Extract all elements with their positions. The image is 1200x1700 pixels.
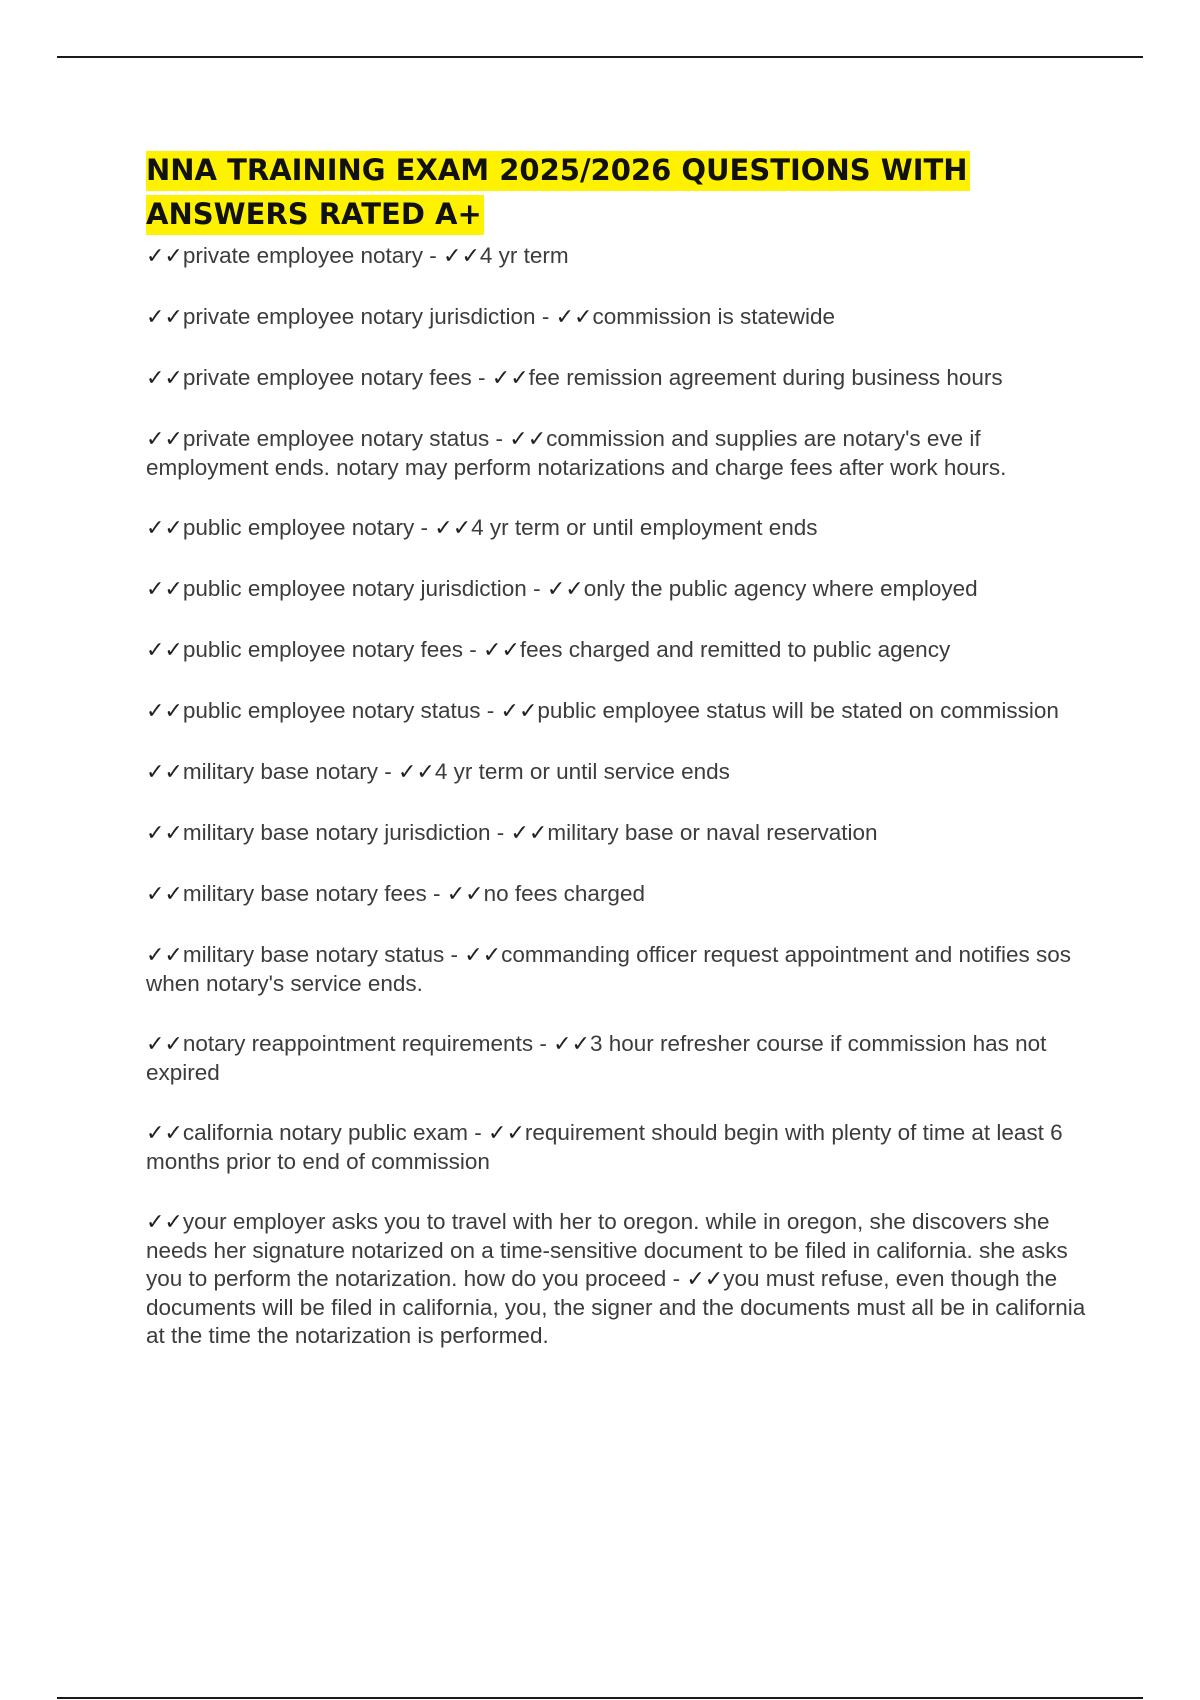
check-mark-icon: ✓✓ <box>146 882 183 907</box>
question-text: private employee notary jurisdiction <box>182 304 536 329</box>
check-mark-icon: ✓✓ <box>146 760 183 785</box>
separator: - <box>423 243 444 268</box>
question-text: military base notary <box>182 759 378 784</box>
answer-text: 4 yr term or until service ends <box>434 759 730 784</box>
separator: - <box>535 304 556 329</box>
answer-text: no fees charged <box>483 881 645 906</box>
title-highlight: NNA TRAINING EXAM 2025/2026 QUESTIONS WITH ANSWERS RATED A+ <box>146 151 970 235</box>
check-mark-icon: ✓✓ <box>686 1267 724 1292</box>
check-mark-icon: ✓✓ <box>146 516 183 541</box>
answer-text: 4 yr term <box>479 243 569 268</box>
question-text: private employee notary fees <box>182 365 472 390</box>
check-mark-icon: ✓✓ <box>146 427 183 452</box>
document-title <box>146 148 1096 236</box>
check-mark-icon: ✓✓ <box>509 427 547 452</box>
separator: - <box>426 881 447 906</box>
answer-text: you must refuse, even though the documents will be filed in california, you, the signer and the documents must all be in california at the time the notarization is performed. <box>146 1266 1086 1348</box>
separator: - <box>489 426 510 451</box>
answer-text: commission and supplies are notary's eve if employment ends. notary may perform notarizations and charge fees after work hours. <box>146 426 1007 480</box>
question-text: public employee notary <box>182 515 415 540</box>
qa-item <box>146 575 1096 604</box>
qa-item <box>146 364 1096 393</box>
check-mark-icon: ✓✓ <box>146 244 183 269</box>
separator: - <box>444 942 465 967</box>
header-rule <box>57 56 1143 58</box>
question-text: public employee notary status <box>182 698 481 723</box>
question-text: public employee notary fees <box>182 637 464 662</box>
separator: - <box>377 759 398 784</box>
qa-item <box>146 941 1096 998</box>
separator: - <box>666 1266 687 1291</box>
question-text: notary reappointment requirements <box>182 1031 534 1056</box>
qa-item <box>146 1030 1096 1087</box>
check-mark-icon: ✓✓ <box>500 699 538 724</box>
check-mark-icon: ✓✓ <box>546 577 584 602</box>
check-mark-icon: ✓✓ <box>464 943 502 968</box>
separator: - <box>463 637 484 662</box>
check-mark-icon: ✓✓ <box>146 366 183 391</box>
check-mark-icon: ✓✓ <box>446 882 484 907</box>
qa-item <box>146 819 1096 848</box>
check-mark-icon: ✓✓ <box>146 638 183 663</box>
answer-text: fee remission agreement during business hours <box>528 365 1003 390</box>
separator: - <box>526 576 547 601</box>
check-mark-icon: ✓✓ <box>146 577 183 602</box>
question-text: public employee notary jurisdiction <box>182 576 527 601</box>
separator: - <box>471 365 492 390</box>
question-text: military base notary status <box>182 942 445 967</box>
question-text: military base notary jurisdiction <box>182 820 491 845</box>
answer-text: fees charged and remitted to public agency <box>519 637 951 662</box>
check-mark-icon: ✓✓ <box>488 1121 525 1146</box>
check-mark-icon: ✓✓ <box>146 821 183 846</box>
footer-rule <box>57 1697 1143 1699</box>
qa-item <box>146 880 1096 909</box>
separator: - <box>533 1031 554 1056</box>
separator: - <box>490 820 511 845</box>
answer-text: requirement should begin with plenty of time at least 6 months prior to end of commission <box>146 1120 1063 1174</box>
separator: - <box>468 1120 489 1145</box>
answer-text: military base or naval reservation <box>547 820 878 845</box>
answer-text: commission is statewide <box>592 304 836 329</box>
answer-text: 3 hour refresher course if commission has not expired <box>146 1031 1047 1085</box>
check-mark-icon: ✓✓ <box>146 943 183 968</box>
qa-item <box>146 1208 1096 1350</box>
qa-item <box>146 636 1096 665</box>
qa-item <box>146 514 1096 543</box>
qa-item <box>146 242 1096 271</box>
check-mark-icon: ✓✓ <box>510 821 548 846</box>
separator: - <box>414 515 435 540</box>
question-text: private employee notary status <box>182 426 490 451</box>
check-mark-icon: ✓✓ <box>491 366 529 391</box>
qa-item <box>146 1119 1096 1176</box>
check-mark-icon: ✓✓ <box>483 638 520 663</box>
question-text: private employee notary <box>182 243 424 268</box>
separator: - <box>480 698 501 723</box>
answer-text: commanding officer request appointment and notifies sos when notary's service ends. <box>146 942 1072 996</box>
check-mark-icon: ✓✓ <box>146 1210 183 1235</box>
answer-text: only the public agency where employed <box>583 576 978 601</box>
qa-item <box>146 758 1096 787</box>
check-mark-icon: ✓✓ <box>397 760 435 785</box>
question-text: california notary public exam <box>182 1120 469 1145</box>
check-mark-icon: ✓✓ <box>146 1032 183 1057</box>
document-page <box>146 148 1096 1382</box>
check-mark-icon: ✓✓ <box>146 1121 183 1146</box>
check-mark-icon: ✓✓ <box>555 305 593 330</box>
qa-item <box>146 697 1096 726</box>
check-mark-icon: ✓✓ <box>443 244 480 269</box>
answer-text: 4 yr term or until employment ends <box>471 515 818 540</box>
check-mark-icon: ✓✓ <box>434 516 472 541</box>
qa-item <box>146 425 1096 482</box>
qa-item <box>146 303 1096 332</box>
answer-text: public employee status will be stated on commission <box>537 698 1059 723</box>
check-mark-icon: ✓✓ <box>146 699 183 724</box>
question-text: military base notary fees <box>182 881 427 906</box>
qa-list <box>146 242 1096 1350</box>
question-text: your employer asks you to travel with her to oregon. while in oregon, she discovers she needs her signature notarized on a time-sensitive document to be filed in california. she asks you to perform the notarization. how do you proceed <box>146 1209 1068 1291</box>
check-mark-icon: ✓✓ <box>146 305 183 330</box>
check-mark-icon: ✓✓ <box>553 1032 590 1057</box>
